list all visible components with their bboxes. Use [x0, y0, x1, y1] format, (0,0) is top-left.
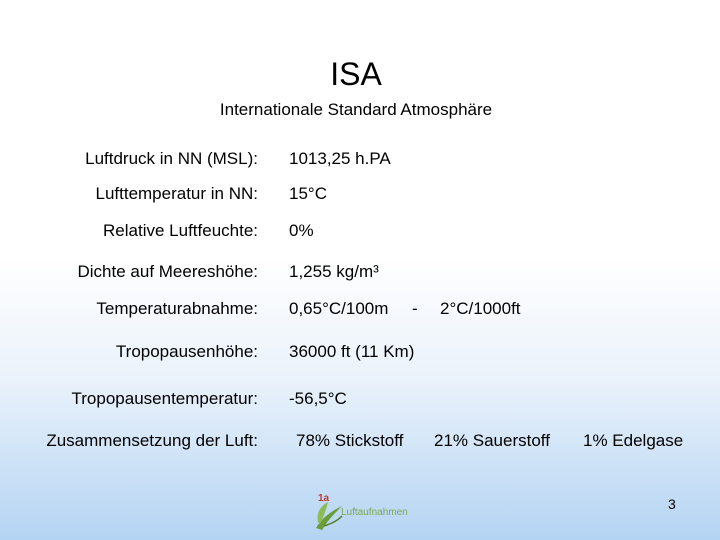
- row-lufttemperatur: [0, 184, 720, 208]
- row-label: Temperaturabnahme:: [96, 299, 258, 318]
- row-value: 0,65°C/100m: [289, 299, 389, 318]
- row-tropopausentemperatur: [0, 389, 720, 413]
- row-dichte: [0, 262, 720, 286]
- row-value: 1013,25 h.PA: [289, 149, 391, 168]
- row-value: 15°C: [289, 184, 327, 203]
- slide-subtitle: Internationale Standard Atmosphäre: [219, 100, 493, 119]
- row-value: -56,5°C: [289, 389, 347, 408]
- row-label: Tropopausentemperatur:: [71, 389, 258, 408]
- row-value-secondary: 2°C/1000ft: [440, 299, 521, 318]
- row-label: Zusammensetzung der Luft:: [46, 431, 258, 450]
- row-label: Luftdruck in NN (MSL):: [85, 149, 258, 168]
- row-tropopausenhoehe: [0, 342, 720, 366]
- row-value: 0%: [289, 221, 314, 240]
- row-zusammensetzung: [0, 431, 720, 455]
- row-value: 1,255 kg/m³: [289, 262, 379, 281]
- page-number: 3: [668, 496, 676, 512]
- composition-noble-gases: 1% Edelgase: [583, 431, 684, 450]
- slide-title: ISA: [330, 56, 382, 92]
- composition-nitrogen: 78% Stickstoff: [296, 431, 404, 450]
- row-label: Lufttemperatur in NN:: [95, 184, 258, 203]
- row-temperaturabnahme: [0, 299, 720, 323]
- row-luftfeuchte: [0, 221, 720, 245]
- row-luftdruck: [0, 149, 720, 173]
- row-value: 36000 ft (11 Km): [289, 342, 415, 361]
- row-label: Tropopausenhöhe:: [115, 342, 258, 361]
- row-separator: -: [412, 299, 418, 318]
- row-label: Dichte auf Meereshöhe:: [77, 262, 258, 281]
- row-label: Relative Luftfeuchte:: [103, 221, 258, 240]
- logo-badge: 1a: [318, 493, 330, 504]
- logo-text: Luftaufnahmen: [341, 507, 408, 518]
- composition-oxygen: 21% Sauerstoff: [434, 431, 550, 450]
